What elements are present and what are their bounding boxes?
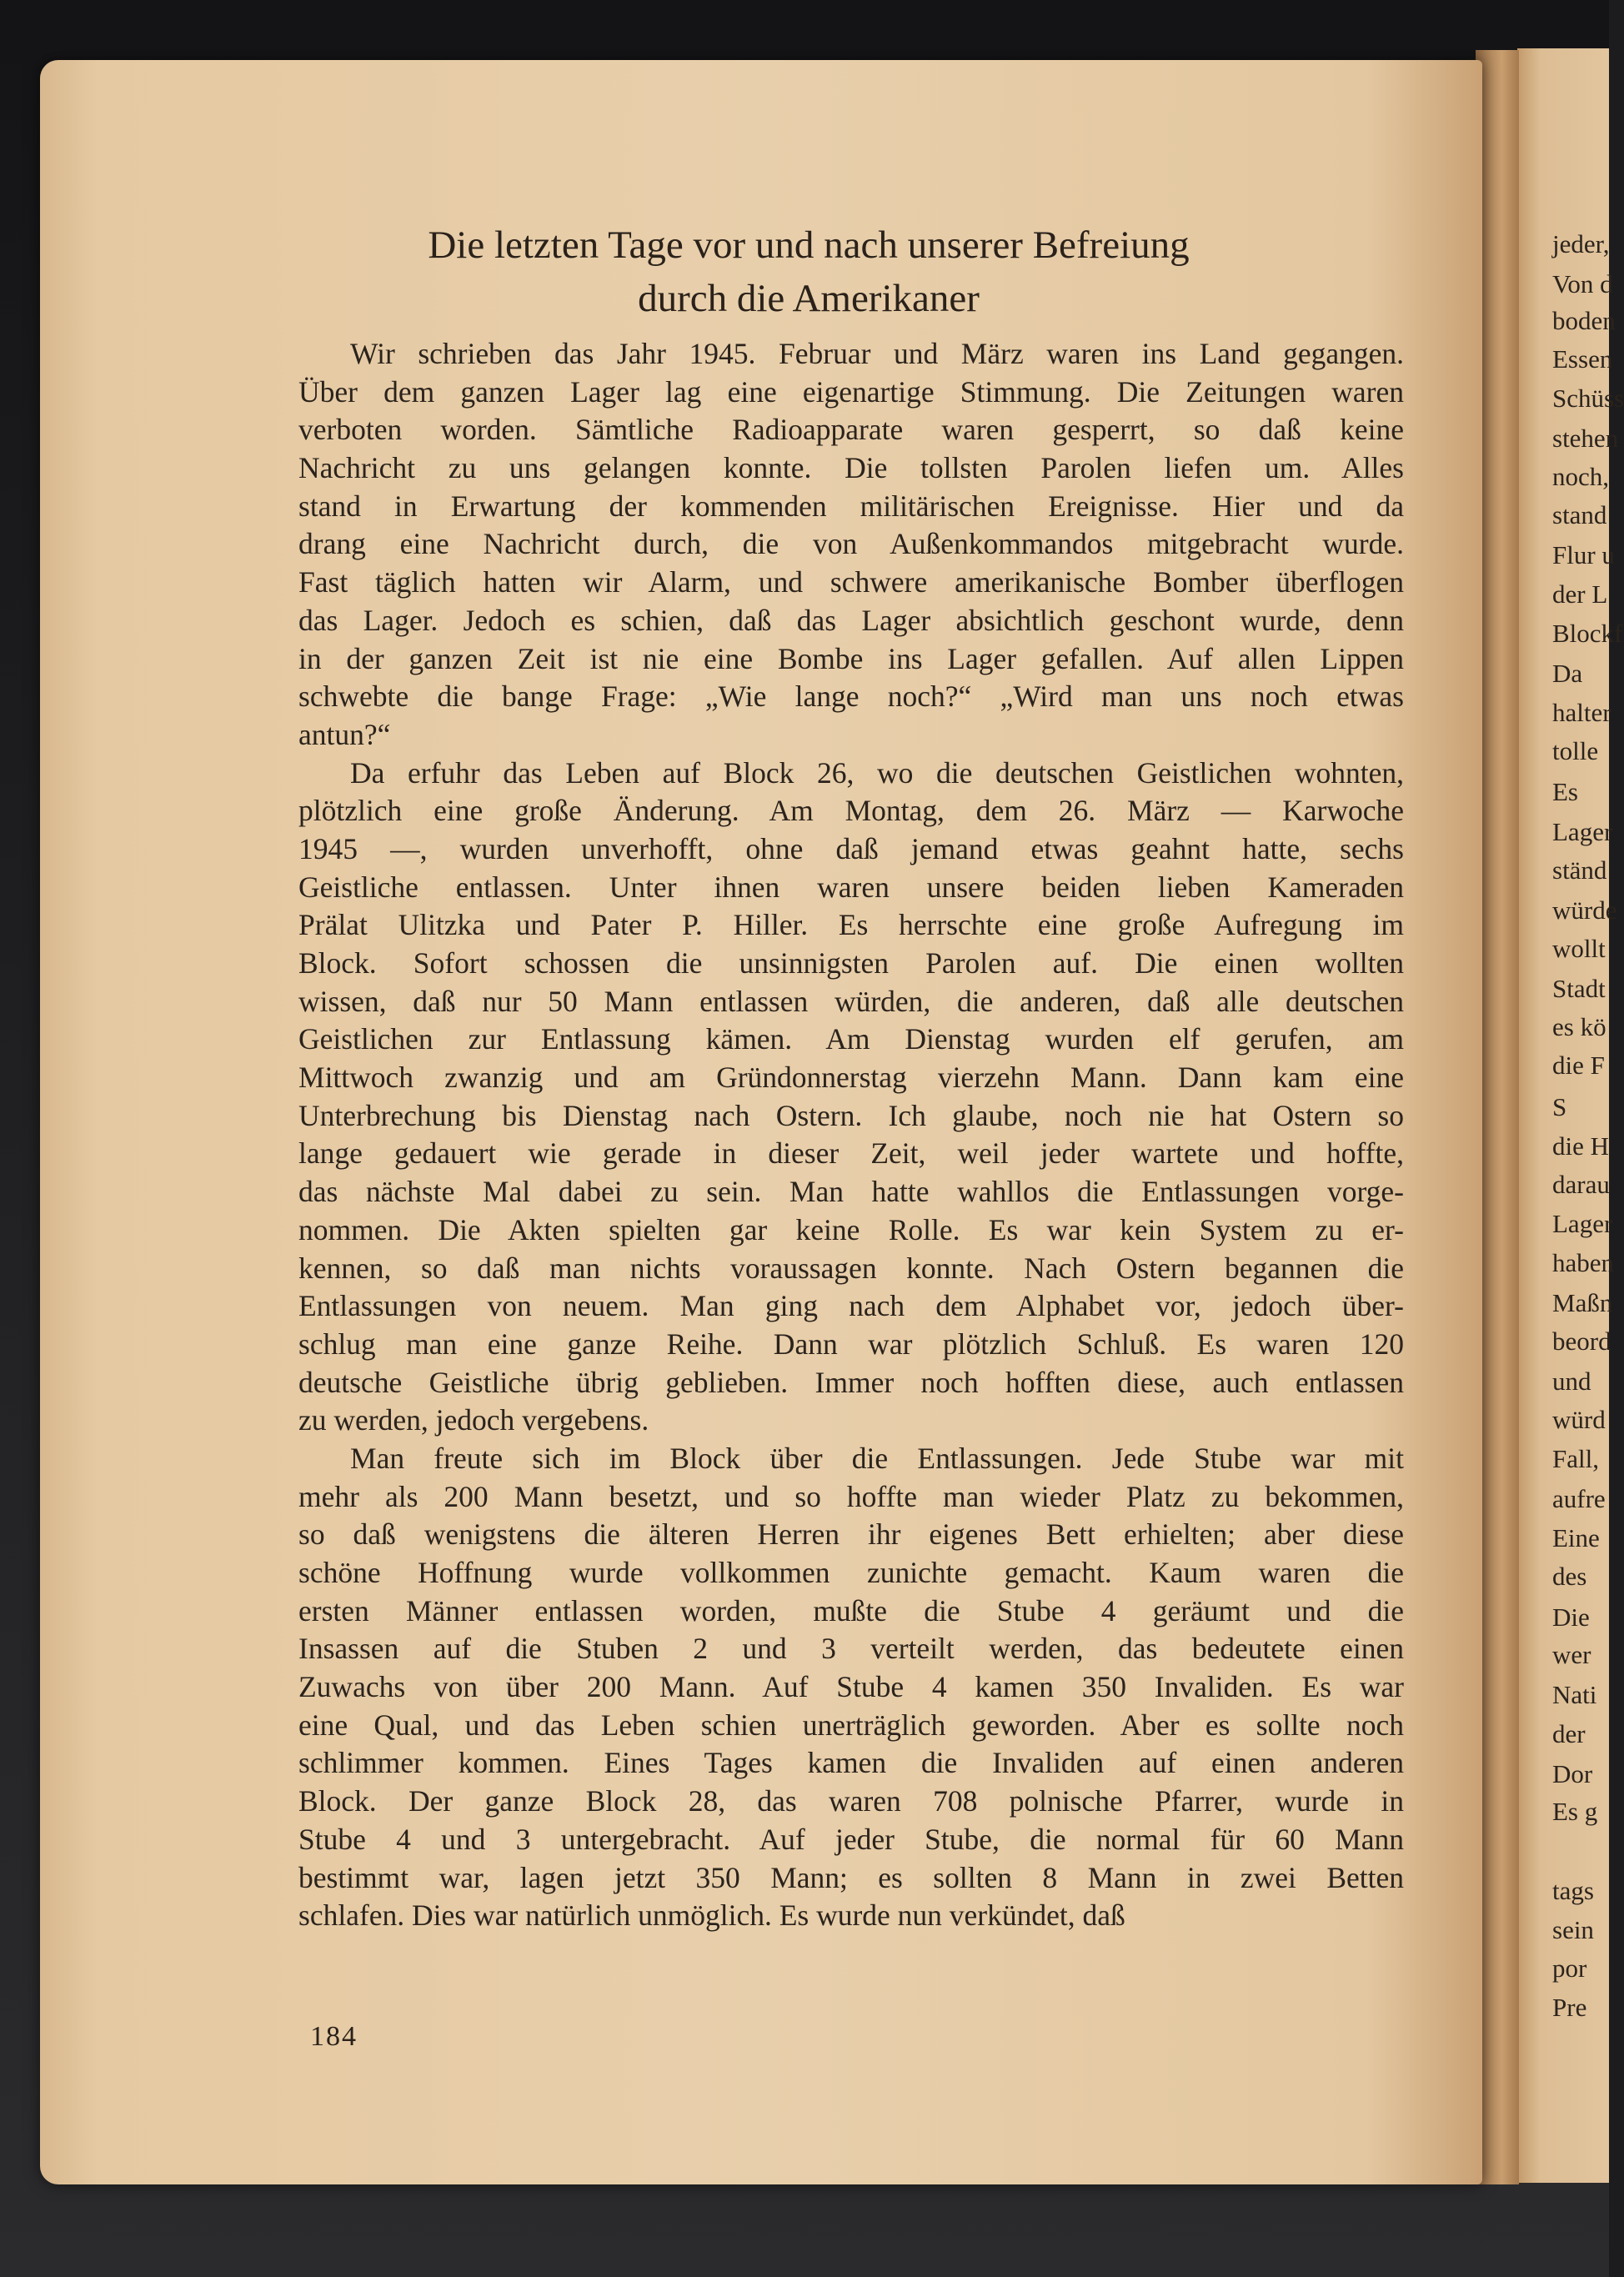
text-line: schöne Hoffnung wurde vollkommen zunichte gemacht. Kaum waren die <box>298 1556 1404 1589</box>
facing-page-fragment: tags <box>1552 1876 1594 1905</box>
text-line: kennen, so daß man nichts voraussagen konnte. Nach Ostern begannen die <box>298 1251 1404 1285</box>
text-line: Geistlichen zur Entlassung kämen. Am Dienstag wurden elf gerufen, am <box>298 1022 1404 1056</box>
text-line: plötzlich eine große Änderung. Am Montag, dem 26. März — Karwoche <box>298 794 1404 828</box>
title-line: Die letzten Tage vor und nach unserer Befreiung <box>428 223 1190 267</box>
title-line: durch die Amerikaner <box>638 277 980 320</box>
text-line: Unterbrechung bis Dienstag nach Ostern. Ich glaube, noch nie hat Ostern so <box>298 1098 1404 1132</box>
chapter-title <box>250 218 1367 325</box>
facing-page-fragment: die H <box>1552 1131 1610 1161</box>
text-line: in der ganzen Zeit ist nie eine Bombe ins Lager gefallen. Auf allen Lippen <box>298 641 1404 675</box>
facing-page-fragment: wollt <box>1552 934 1606 963</box>
facing-page-fragment: jeder, <box>1552 229 1610 258</box>
facing-page-fragment: des <box>1552 1562 1587 1591</box>
facing-page-fragment: Lager <box>1552 817 1613 846</box>
facing-page-fragment: der <box>1552 1719 1586 1748</box>
text-line: 1945 —, wurden unverhofft, ohne daß jemand etwas geahnt hatte, sechs <box>298 831 1404 865</box>
text-line: Entlassungen von neuem. Man ging nach dem Alphabet vor, jedoch über- <box>298 1289 1404 1323</box>
text-line: Da erfuhr das Leben auf Block 26, wo die deutschen Geistlichen wohnten, <box>350 755 1404 790</box>
text-line: Prälat Ulitzka und Pater P. Hiller. Es herrschte eine große Aufregung im <box>298 908 1404 942</box>
facing-page-fragment: Blockf <box>1552 619 1623 648</box>
text-line: deutsche Geistliche übrig geblieben. Immer noch hofften diese, auch entlassen <box>298 1365 1404 1399</box>
facing-page-fragment: Es g <box>1552 1797 1598 1826</box>
facing-page-fragment: Da <box>1552 659 1583 688</box>
body-text <box>298 335 1404 1935</box>
page-number: 184 <box>310 2021 358 2052</box>
facing-page-fragment: por <box>1552 1954 1587 1983</box>
text-line: lange gedauert wie gerade in dieser Zeit, weil jeder wartete und hoffte, <box>298 1136 1404 1171</box>
facing-page-fragment: stand <box>1552 500 1607 529</box>
facing-page-fragment: Dor <box>1552 1759 1593 1788</box>
facing-page-fragment: und <box>1552 1367 1591 1396</box>
text-line: zu werden, jedoch vergebens. <box>298 1403 649 1437</box>
text-line: das Lager. Jedoch es schien, daß das Lager absichtlich geschont wurde, denn <box>298 603 1404 637</box>
text-line: verboten worden. Sämtliche Radioapparate waren gesperrt, so daß keine <box>298 413 1404 447</box>
facing-page-fragment: aufre <box>1552 1484 1606 1513</box>
text-line: drang eine Nachricht durch, die von Außenkommandos mitgebracht wurde. <box>298 527 1404 561</box>
facing-page-fragment: Die <box>1552 1602 1590 1632</box>
text-line: mehr als 200 Mann besetzt, und so hoffte man wieder Platz zu bekommen, <box>298 1479 1404 1513</box>
facing-page-fragment: Stadt <box>1552 974 1606 1003</box>
facing-page-fragment: der L <box>1552 579 1608 609</box>
text-line: eine Qual, und das Leben schien unerträglich geworden. Aber es sollte noch <box>298 1708 1404 1742</box>
facing-page-fragment: Von d <box>1552 269 1613 298</box>
text-line: Block. Der ganze Block 28, das waren 708 polnische Pfarrer, wurde in <box>298 1784 1404 1818</box>
facing-page-fragment: Pre <box>1552 1993 1587 2022</box>
facing-page-fragment: Essen <box>1552 344 1613 374</box>
text-line: nommen. Die Akten spielten gar keine Rolle. Es war kein System zu er- <box>298 1212 1404 1246</box>
text-line: Zuwachs von über 200 Mann. Auf Stube 4 kamen 350 Invaliden. Es war <box>298 1670 1404 1704</box>
text-line: so daß wenigstens die älteren Herren ihr eigenes Bett erhielten; aber diese <box>298 1517 1404 1552</box>
text-line: wissen, daß nur 50 Mann entlassen würden, die anderen, daß alle deutschen <box>298 984 1404 1018</box>
text-line: Fast täglich hatten wir Alarm, und schwere amerikanische Bomber überflogen <box>298 565 1404 599</box>
text-line: ersten Männer entlassen worden, mußte die Stube 4 geräumt und die <box>298 1593 1404 1628</box>
text-line: Geistliche entlassen. Unter ihnen waren unsere beiden lieben Kameraden <box>298 870 1404 904</box>
facing-page-fragment: Maßn <box>1552 1288 1613 1317</box>
text-line: Man freute sich im Block über die Entlassungen. Jede Stube war mit <box>350 1441 1404 1475</box>
text-line: schlug man eine ganze Reihe. Dann war plötzlich Schluß. Es waren 120 <box>298 1327 1404 1361</box>
text-line: schlimmer kommen. Eines Tages kamen die Invaliden auf einen anderen <box>298 1746 1404 1780</box>
text-line: Insassen auf die Stuben 2 und 3 verteilt werden, das bedeutete einen <box>298 1632 1404 1666</box>
text-line: schwebte die bange Frage: „Wie lange noch?“ „Wird man uns noch etwas <box>298 680 1404 714</box>
facing-page-fragment: sein <box>1552 1915 1594 1944</box>
text-line: Stube 4 und 3 untergebracht. Auf jeder Stube, die normal für 60 Mann <box>298 1822 1404 1856</box>
facing-page-fragment: Nati <box>1552 1680 1597 1709</box>
facing-page-fragment: haben <box>1552 1248 1615 1277</box>
facing-page-fragment: boden <box>1552 306 1616 335</box>
facing-page-fragment: Fall, <box>1552 1444 1599 1473</box>
text-line: Mittwoch zwanzig und am Gründonnerstag vierzehn Mann. Dann kam eine <box>298 1061 1404 1095</box>
facing-page-fragment: würd <box>1552 1405 1606 1434</box>
facing-page-fragment: wer <box>1552 1640 1591 1669</box>
facing-page-fragment: beord <box>1552 1327 1611 1356</box>
facing-page-fragment: es kö <box>1552 1012 1606 1041</box>
facing-page-fragment: Eine <box>1552 1523 1600 1552</box>
facing-page-fragment: darau <box>1552 1170 1610 1199</box>
text-line: das nächste Mal dabei zu sein. Man hatte wahllos die Entlassungen vorge- <box>298 1175 1404 1209</box>
text-line: Wir schrieben das Jahr 1945. Februar und März waren ins Land gegangen. <box>350 337 1404 370</box>
text-line: Über dem ganzen Lager lag eine eigenartige Stimmung. Die Zeitungen waren <box>298 374 1404 409</box>
facing-page-fragment: würde <box>1552 895 1617 925</box>
facing-page-fragment: Schüss <box>1552 384 1624 413</box>
text-line: antun?“ <box>298 717 391 751</box>
facing-page-fragment: die F <box>1552 1051 1605 1080</box>
facing-page-fragment: tolle <box>1552 736 1599 765</box>
facing-page-fragment: halter <box>1552 698 1611 727</box>
facing-page-fragment: noch, <box>1552 462 1610 491</box>
text-line: bestimmt war, lagen jetzt 350 Mann; es sollten 8 Mann in zwei Betten <box>298 1860 1404 1894</box>
facing-page-fragment: Flur u <box>1552 540 1615 569</box>
text-line: schlafen. Dies war natürlich unmöglich. Es wurde nun verkündet, daß <box>298 1898 1125 1933</box>
text-line: stand in Erwartung der kommenden militärischen Ereignisse. Hier und da <box>298 489 1404 523</box>
text-line: Nachricht zu uns gelangen konnte. Die tollsten Parolen liefen um. Alles <box>298 451 1404 485</box>
text-line: Block. Sofort schossen die unsinnigsten Parolen auf. Die einen wollten <box>298 946 1404 980</box>
facing-page-fragment: ständ <box>1552 855 1607 885</box>
facing-page-fragment: Es <box>1552 777 1578 806</box>
facing-page-fragment: Lager <box>1552 1209 1613 1238</box>
facing-page-fragment: S <box>1552 1092 1567 1121</box>
facing-page-fragment: stehen <box>1552 424 1619 453</box>
